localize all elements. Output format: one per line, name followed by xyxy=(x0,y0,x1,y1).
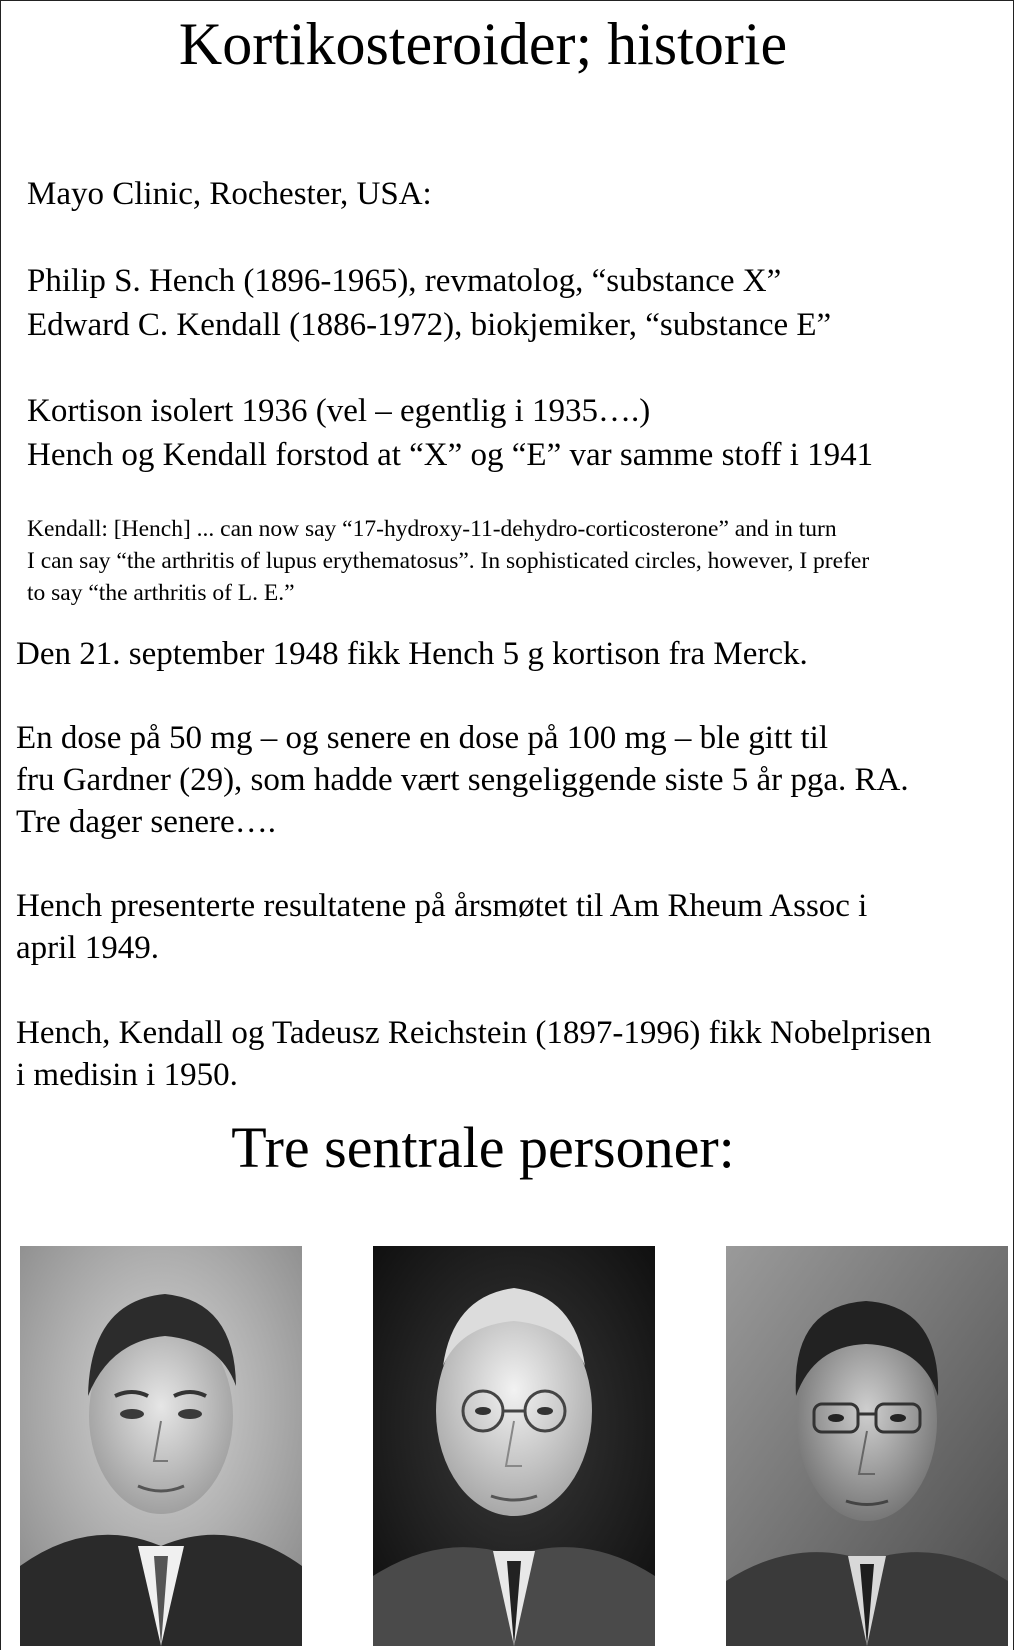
nobel-line-1: Hench, Kendall og Tadeusz Reichstein (1897-1996) fikk Nobelprisen xyxy=(16,1015,932,1051)
quote-line-1: Kendall: [Hench] ... can now say “17-hydroxy-11-dehydro-corticosterone” and in turn xyxy=(27,516,837,542)
kendall-quote xyxy=(27,513,869,609)
dose-text xyxy=(16,717,909,843)
presentation-line-1: Hench presenterte resultatene på årsmøtet til Am Rheum Assoc i xyxy=(16,888,868,924)
nobel-text xyxy=(16,1012,931,1096)
location-text xyxy=(27,172,432,216)
location-line: Mayo Clinic, Rochester, USA: xyxy=(27,176,432,212)
person-hench-line: Philip S. Hench (1896-1965), revmatolog, “substance X” xyxy=(27,263,782,299)
portrait-kendall xyxy=(373,1246,655,1646)
presentation-line-2: april 1949. xyxy=(16,930,159,966)
portrait-kendall-image xyxy=(373,1246,655,1646)
merck-line: Den 21. september 1948 fikk Hench 5 g kortison fra Merck. xyxy=(16,636,808,672)
isolation-line-2: Hench og Kendall forstod at “X” og “E” var samme stoff i 1941 xyxy=(27,437,874,473)
nobel-line-2: i medisin i 1950. xyxy=(16,1057,238,1093)
portrait-hench xyxy=(20,1246,302,1646)
dose-line-3: Tre dager senere…. xyxy=(16,804,276,840)
isolation-text xyxy=(27,389,873,477)
portrait-hench-image xyxy=(20,1246,302,1646)
section-title: Tre sentrale personer: xyxy=(231,1115,735,1180)
portrait-reichstein xyxy=(726,1246,1008,1646)
person-kendall-line: Edward C. Kendall (1886-1972), biokjemiker, “substance E” xyxy=(27,307,832,343)
quote-line-2: I can say “the arthritis of lupus erythematosus”. In sophisticated circles, however, I prefer xyxy=(27,548,870,574)
merck-text xyxy=(16,633,808,675)
quote-line-3: to say “the arthritis of L. E.” xyxy=(27,580,295,606)
dose-line-1: En dose på 50 mg – og senere en dose på 100 mg – ble gitt til xyxy=(16,720,829,756)
isolation-line-1: Kortison isolert 1936 (vel – egentlig i 1935….) xyxy=(27,393,651,429)
page-title: Kortikosteroider; historie xyxy=(178,11,788,77)
dose-line-2: fru Gardner (29), som hadde vært sengeliggende siste 5 år pga. RA. xyxy=(16,762,909,798)
presentation-text xyxy=(16,885,867,969)
portrait-reichstein-image xyxy=(726,1246,1008,1646)
people-list xyxy=(27,259,831,347)
